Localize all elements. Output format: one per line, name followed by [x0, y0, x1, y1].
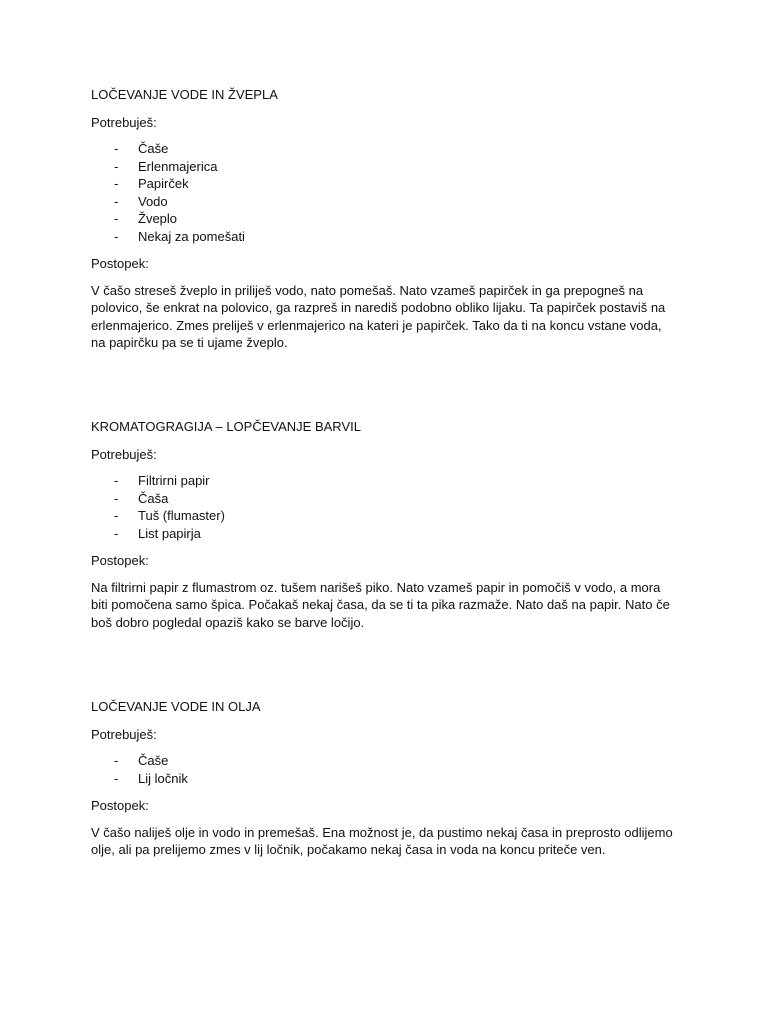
needs-label: Potrebuješ: — [91, 726, 157, 742]
bullet-dash: - — [114, 508, 119, 523]
list-item-text: Tuš (flumaster) — [138, 508, 225, 523]
section-chromatography — [91, 418, 681, 631]
bullet-dash: - — [114, 158, 119, 174]
procedure-label: Postopek: — [91, 256, 149, 271]
list-item-text: Lij ločnik — [138, 770, 188, 786]
list-item-text: Čaše — [138, 753, 169, 768]
list-item — [91, 490, 681, 508]
list-item — [91, 158, 681, 176]
procedure-label: Postopek: — [91, 553, 149, 568]
procedure-text: V čašo streseš žveplo in priliješ vodo, nato pomešaš. Nato vzameš papirček in ga prepogneš na polovico, še enkrat na polovico, ga razpreš in narediš podobno obliko lijaku. Ta papirček postaviš na erlenmajerico. Zmes preliješ v erlenmajerico na kateri je papirček. Tako da ti na koncu vstane voda, na papirčku pa se ti ujame žveplo. — [91, 282, 666, 350]
section-water-sulfur — [91, 86, 681, 352]
needs-label: Potrebuješ: — [91, 446, 157, 462]
list-item-text: Papirček — [138, 176, 189, 191]
bullet-dash: - — [114, 211, 119, 226]
list-item-text: Vodo — [138, 193, 168, 209]
list-item — [91, 770, 681, 788]
list-item-text: Filtrirni papir — [138, 473, 210, 488]
procedure-text: V čašo naliješ olje in vodo in premešaš. Ena možnost je, da pustimo nekaj časa in preprosto odlijemo olje, ali pa prelijemo zmes v lij ločnik, počakamo nekaj časa in voda na koncu priteče ven. — [91, 824, 673, 857]
needs-label: Potrebuješ: — [91, 114, 157, 130]
section-water-oil — [91, 698, 681, 859]
list-item-text: Erlenmajerica — [138, 158, 218, 174]
list-item — [91, 228, 681, 246]
list-item — [91, 472, 681, 490]
bullet-dash: - — [114, 753, 119, 768]
list-item-text: Čaše — [138, 141, 169, 156]
bullet-dash: - — [114, 228, 119, 244]
section-heading: LOČEVANJE VODE IN ŽVEPLA — [91, 87, 278, 102]
bullet-dash: - — [114, 490, 119, 506]
list-item-text: List papirja — [138, 525, 201, 541]
list-item-text: Čaša — [138, 490, 169, 506]
list-item — [91, 210, 681, 228]
procedure-label: Postopek: — [91, 798, 149, 813]
list-item — [91, 752, 681, 770]
bullet-dash: - — [114, 525, 119, 541]
list-item — [91, 507, 681, 525]
list-item — [91, 175, 681, 193]
bullet-dash: - — [114, 176, 119, 191]
list-item — [91, 140, 681, 158]
section-heading: LOČEVANJE VODE IN OLJA — [91, 699, 261, 714]
list-item — [91, 525, 681, 543]
bullet-dash: - — [114, 473, 119, 488]
section-heading: KROMATOGRAGIJA – LOPČEVANJE BARVIL — [91, 419, 361, 434]
list-item — [91, 193, 681, 211]
materials-list — [91, 472, 681, 542]
bullet-dash: - — [114, 141, 119, 156]
bullet-dash: - — [114, 770, 119, 786]
list-item-text: Žveplo — [138, 211, 178, 226]
materials-list — [91, 140, 681, 245]
list-item-text: Nekaj za pomešati — [138, 228, 245, 244]
procedure-text: Na filtrirni papir z flumastrom oz. tušem narišeš piko. Nato vzameš papir in pomočiš v vodo, a mora biti pomočena samo špica. Počakaš nekaj časa, da se ti ta pika razmaže. Nato daš na papir. Nato če boš dobro pogledal opaziš kako se barve ločijo. — [91, 579, 670, 630]
materials-list — [91, 752, 681, 787]
bullet-dash: - — [114, 193, 119, 209]
